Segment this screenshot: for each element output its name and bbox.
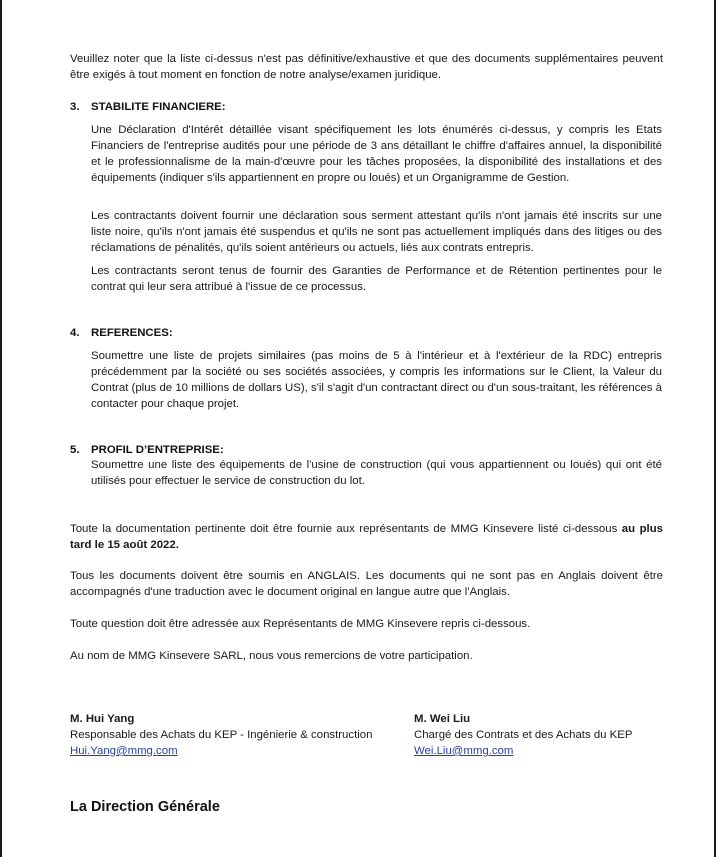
questions-paragraph: Toute question doit être adressée aux Représentants de MMG Kinsevere repris ci-dessous. xyxy=(70,618,531,630)
signatory-1-email-link[interactable]: Hui.Yang@mmg.com xyxy=(70,745,178,757)
section-3-paragraph-3: Les contractants seront tenus de fournir des Garanties de Performance et de Rétention pertinentes pour le contrat qui leur sera attribué à l'issue de ce processus. xyxy=(91,265,662,293)
section-4-title: REFERENCES: xyxy=(91,327,173,339)
section-5-paragraph-1: Soumettre une liste des équipements de l'usine de construction (qui vous appartiennent ou loués) qui ont été utilisés pour effectuer le service de construction du lot. xyxy=(91,459,662,487)
section-5-title: PROFIL D’ENTREPRISE: xyxy=(91,444,224,456)
section-4-number: 4. xyxy=(70,327,80,339)
deadline-text: Toute la documentation pertinente doit être fournie aux représentants de MMG Kinsevere listé ci-dessous xyxy=(70,523,622,535)
section-3-paragraph-2: Les contractants doivent fournir une déclaration sous serment attestant qu'ils n'ont jamais été inscrits sur une liste noire, qu'ils n'ont jamais été suspendus et qu'ils ne sont pas actuellement impliqués dans des litiges ou des réclamations de pénalités, qu'ils soient antérieurs ou actuels, liés aux contrats entrepris. xyxy=(91,210,662,254)
signatory-1-role: Responsable des Achats du KEP - Ingénierie & construction xyxy=(70,729,373,741)
language-paragraph: Tous les documents doivent être soumis en ANGLAIS. Les documents qui ne sont pas en Anglais doivent être accompagnés d'une traduction avec le document original en langue autre que l'Anglais. xyxy=(70,570,663,598)
section-3-heading xyxy=(70,99,226,115)
direction-title: La Direction Générale xyxy=(70,799,220,815)
signatory-1 xyxy=(70,711,400,759)
signatory-2 xyxy=(414,711,674,759)
signatory-1-name: M. Hui Yang xyxy=(70,713,135,725)
deadline-date: au plus tard le 15 août 2022. xyxy=(70,523,664,551)
signatory-2-email-link[interactable]: Wei.Liu@mmg.com xyxy=(414,745,514,757)
section-3-number: 3. xyxy=(70,101,80,113)
section-4-paragraph-1: Soumettre une liste de projets similaires (pas moins de 5 à l'intérieur et à l'extérieur de la RDC) entrepris précédemment par la société ou ses sociétés associées, y compris les informations sur le Client, la Valeur du Contrat (plus de 10 millions de dollars US), s'il s'agit d'un contractant direct ou d'un sous-traitant, les références à contacter pour chaque projet. xyxy=(91,350,662,410)
signatory-2-role: Chargé des Contrats et des Achats du KEP xyxy=(414,729,633,741)
section-4-heading xyxy=(70,325,173,341)
section-5-heading xyxy=(70,442,224,458)
signatory-2-name: M. Wei Liu xyxy=(414,713,471,725)
intro-paragraph: Veuillez noter que la liste ci-dessus n'est pas définitive/exhaustive et que des documents supplémentaires peuvent être exigés à tout moment en fonction de notre analyse/examen juridique. xyxy=(70,53,663,81)
thanks-paragraph: Au nom de MMG Kinsevere SARL, nous vous remercions de votre participation. xyxy=(70,650,473,662)
section-5-number: 5. xyxy=(70,444,80,456)
deadline-paragraph xyxy=(70,521,663,553)
section-3-paragraph-1: Une Déclaration d'Intérêt détaillée visant spécifiquement les lots énumérés ci-dessus, y compris les Etats Financiers de l'entreprise audités pour une période de 3 ans détaillant le chiffre d'affaires annuel, la disponibilité et le professionnalisme de la main-d'œuvre pour les tâches proposées, la disponibilité des installations et des équipements (indiquer s'ils appartiennent en propre ou loués) et un Organigramme de Gestion. xyxy=(91,124,662,184)
section-3-title: STABILITE FINANCIERE: xyxy=(91,101,226,113)
